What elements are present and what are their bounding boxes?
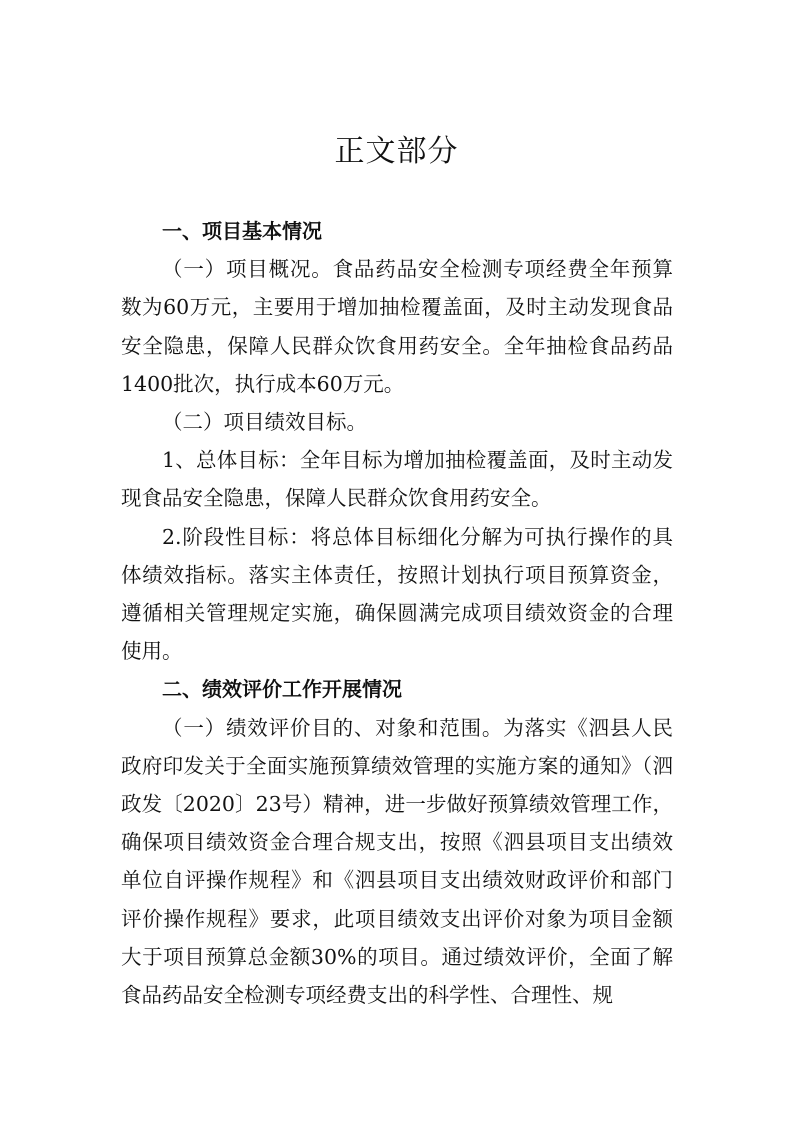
document-body <box>121 212 673 1014</box>
page-title: 正文部分 <box>334 134 459 169</box>
paragraph-stage-goal: 2.阶段性目标：将总体目标细化分解为可执行操作的具体绩效指标。落实主体责任，按照计划执行项目预算资金，遵循相关管理规定实施，确保圆满完成项目绩效资金的合理使用。 <box>121 524 673 664</box>
paragraph-evaluation-purpose: （一）绩效评价目的、对象和范围。为落实《泗县人民政府印发关于全面实施预算绩效管理的实施方案的通知》（泗政发〔2020〕23号）精神，进一步做好预算绩效管理工作，确保项目绩效资金合理合规支出，按照《泗县项目支出绩效单位自评操作规程》和《泗县项目支出绩效财政评价和部门评价操作规程》要求，此项目绩效支出评价对象为项目金额大于项目预算总金额30%的项目。通过绩效评价，全面了解食品药品安全检测专项经费支出的科学性、合理性、规 <box>121 715 673 1008</box>
paragraph-project-summary: （一）项目概况。食品药品安全检测专项经费全年预算数为60万元，主要用于增加抽检覆盖面，及时主动发现食品安全隐患，保障人民群众饮食用药安全。全年抽检食品药品1400批次，执行成本60万元。 <box>121 257 673 396</box>
section-heading-project-overview: 一、项目基本情况 <box>162 219 322 243</box>
paragraph-performance-goals-heading: （二）项目绩效目标。 <box>162 410 367 435</box>
paragraph-overall-goal: 1、总体目标：全年目标为增加抽检覆盖面，及时主动发现食品安全隐患，保障人民群众饮食用药安全。 <box>121 448 673 511</box>
section-heading-evaluation-work: 二、绩效评价工作开展情况 <box>162 677 402 702</box>
